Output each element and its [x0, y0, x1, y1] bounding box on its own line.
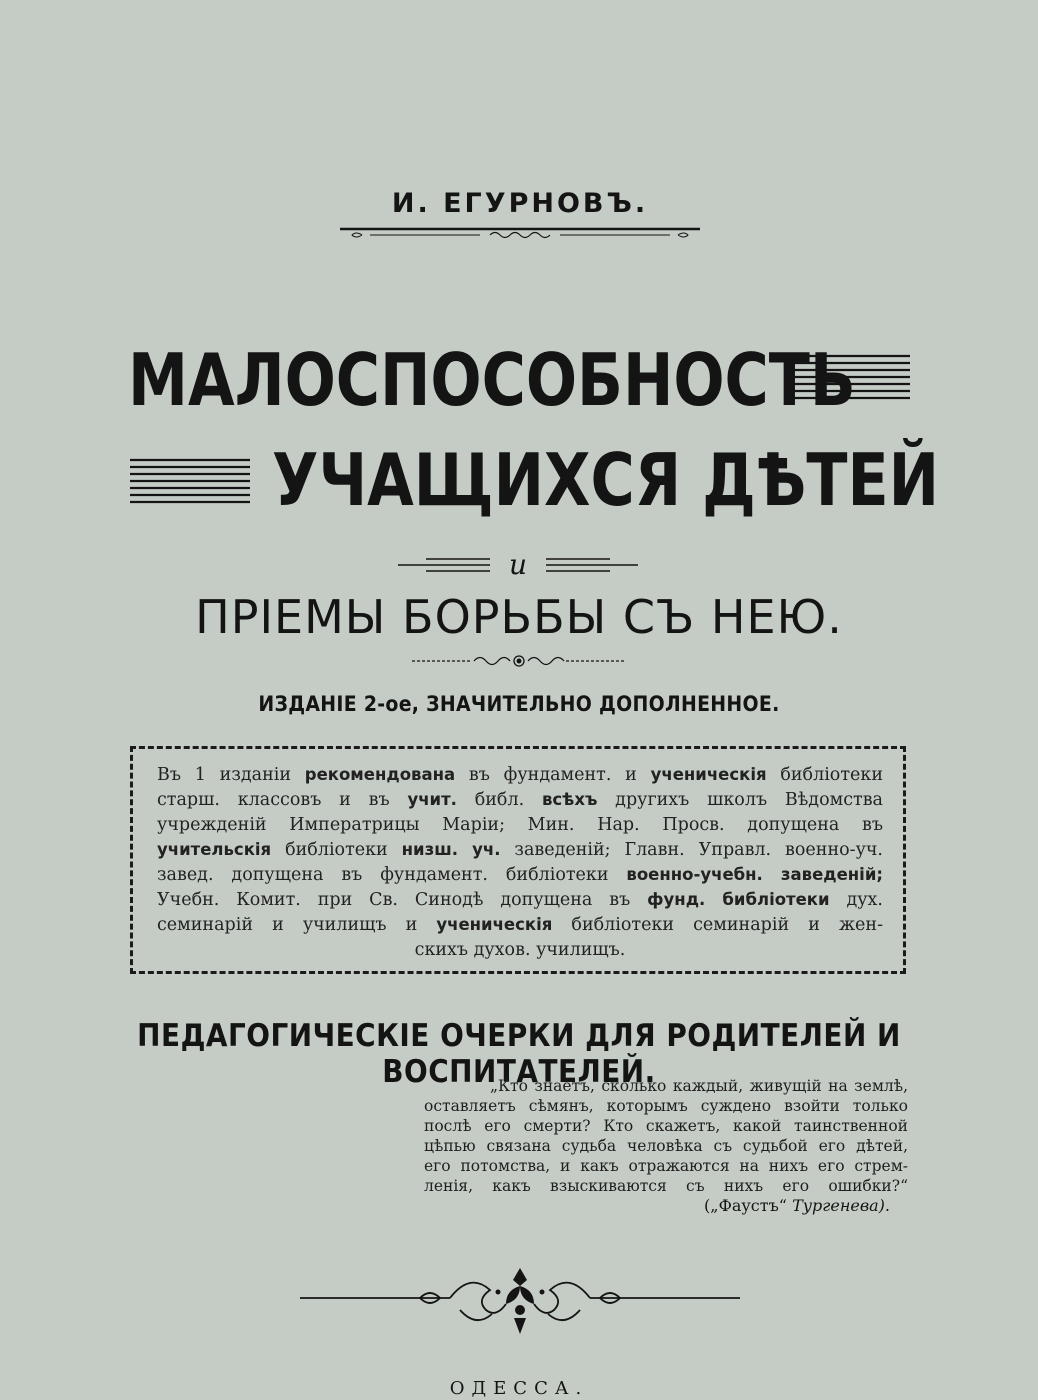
recommendation-run: завед. допущена въ фундамент. библіотеки [157, 865, 627, 885]
conjunction-rule-right [546, 554, 638, 576]
title-line-1: МАЛОСПОСОБНОСТЬ [128, 338, 856, 422]
recommendation-run: заведеній; Главн. Управл. военно-уч. [500, 840, 883, 860]
epigraph-line: „Кто знаетъ, сколько каждый, живущій на землѣ, [490, 1077, 908, 1095]
recommendation-line [157, 838, 883, 862]
recommendation-run: библіотеки семинарій и жен- [552, 915, 883, 935]
conjunction-row [398, 548, 638, 584]
recommendation-line [157, 788, 883, 812]
recommendation-run: библіотеки [766, 765, 883, 785]
bottom-ornament [300, 1262, 740, 1338]
recommendation-run: Въ 1 изданіи [157, 765, 305, 785]
recommendation-run: другихъ школъ Вѣдомства [597, 790, 883, 810]
recommendation-line [157, 863, 883, 887]
recommendation-run: скихъ духов. училищъ. [414, 940, 626, 960]
recommendation-emphasis: низш. уч. [401, 840, 501, 859]
essays-heading: ПЕДАГОГИЧЕСКІЕ ОЧЕРКИ ДЛЯ РОДИТЕЛЕЙ И ВОСПИТАТЕЛЕЙ. [137, 1018, 901, 1090]
author-rule [340, 226, 700, 242]
recommendation-run: дух. [829, 890, 883, 910]
city: ОДЕССА. [449, 1378, 589, 1399]
conjunction-rule-left [398, 554, 490, 576]
title-line-2: УЧАЩИХСЯ ДѢТЕЙ [272, 438, 940, 522]
epigraph-line: ленія, какъ взыскиваются съ нихъ его ошибки?“ [424, 1177, 908, 1195]
recommendation-line [157, 938, 883, 962]
recommendation-run: семинарій и училищъ и [157, 915, 437, 935]
edition-line: ИЗДАНІЕ 2-ое, ЗНАЧИТЕЛЬНО ДОПОЛНЕННОЕ. [258, 692, 780, 716]
epigraph-line: оставляетъ сѣмянъ, которымъ суждено взойти только [424, 1097, 908, 1115]
epigraph-line: цѣпью связана судьба человѣка съ судьбой его дѣтей, [424, 1137, 908, 1155]
author-name: И. ЕГУРНОВЪ. [391, 188, 649, 219]
recommendation-emphasis: учит. [407, 790, 457, 809]
recommendation-box [130, 746, 906, 974]
recommendation-line [157, 813, 883, 837]
epigraph-line: послѣ его смерти? Кто скажетъ, какой таинственной [424, 1117, 908, 1135]
recommendation-line [157, 888, 883, 912]
epigraph-source-work: („Фаустъ“ [704, 1196, 787, 1215]
recommendation-emphasis: ученическія [436, 915, 553, 934]
recommendation-run: библіотеки [271, 840, 402, 860]
recommendation-run: учрежденій Императрицы Маріи; Мин. Нар. Просв. допущена въ [157, 815, 883, 835]
subtitle: ПРІЕМЫ БОРЬБЫ СЪ НЕЮ. [195, 590, 843, 644]
title-decor-lines-right [790, 352, 910, 402]
conjunction-word: и [508, 548, 528, 581]
epigraph-source [560, 1196, 890, 1215]
recommendation-run: Учебн. Комит. при Св. Синодѣ допущена въ [157, 890, 648, 910]
recommendation-line [157, 763, 883, 787]
recommendation-emphasis: фунд. библіотеки [647, 890, 830, 909]
epigraph-source-author: Тургенева). [792, 1196, 890, 1215]
subtitle-ornament [412, 652, 626, 670]
recommendation-emphasis: военно-учебн. заведеній; [626, 865, 883, 884]
recommendation-emphasis: рекомендована [304, 765, 456, 784]
recommendation-emphasis: ученическія [650, 765, 767, 784]
recommendation-run: въ фундамент. и [455, 765, 651, 785]
recommendation-emphasis: всѣхъ [541, 790, 598, 809]
title-decor-lines-left [130, 456, 250, 506]
recommendation-run: старш. классовъ и въ [157, 790, 408, 810]
recommendation-run: библ. [456, 790, 542, 810]
recommendation-line [157, 913, 883, 937]
recommendation-emphasis: учительскія [157, 840, 272, 859]
epigraph-line: его потомства, и какъ отражаются на нихъ его стрем- [424, 1157, 908, 1175]
